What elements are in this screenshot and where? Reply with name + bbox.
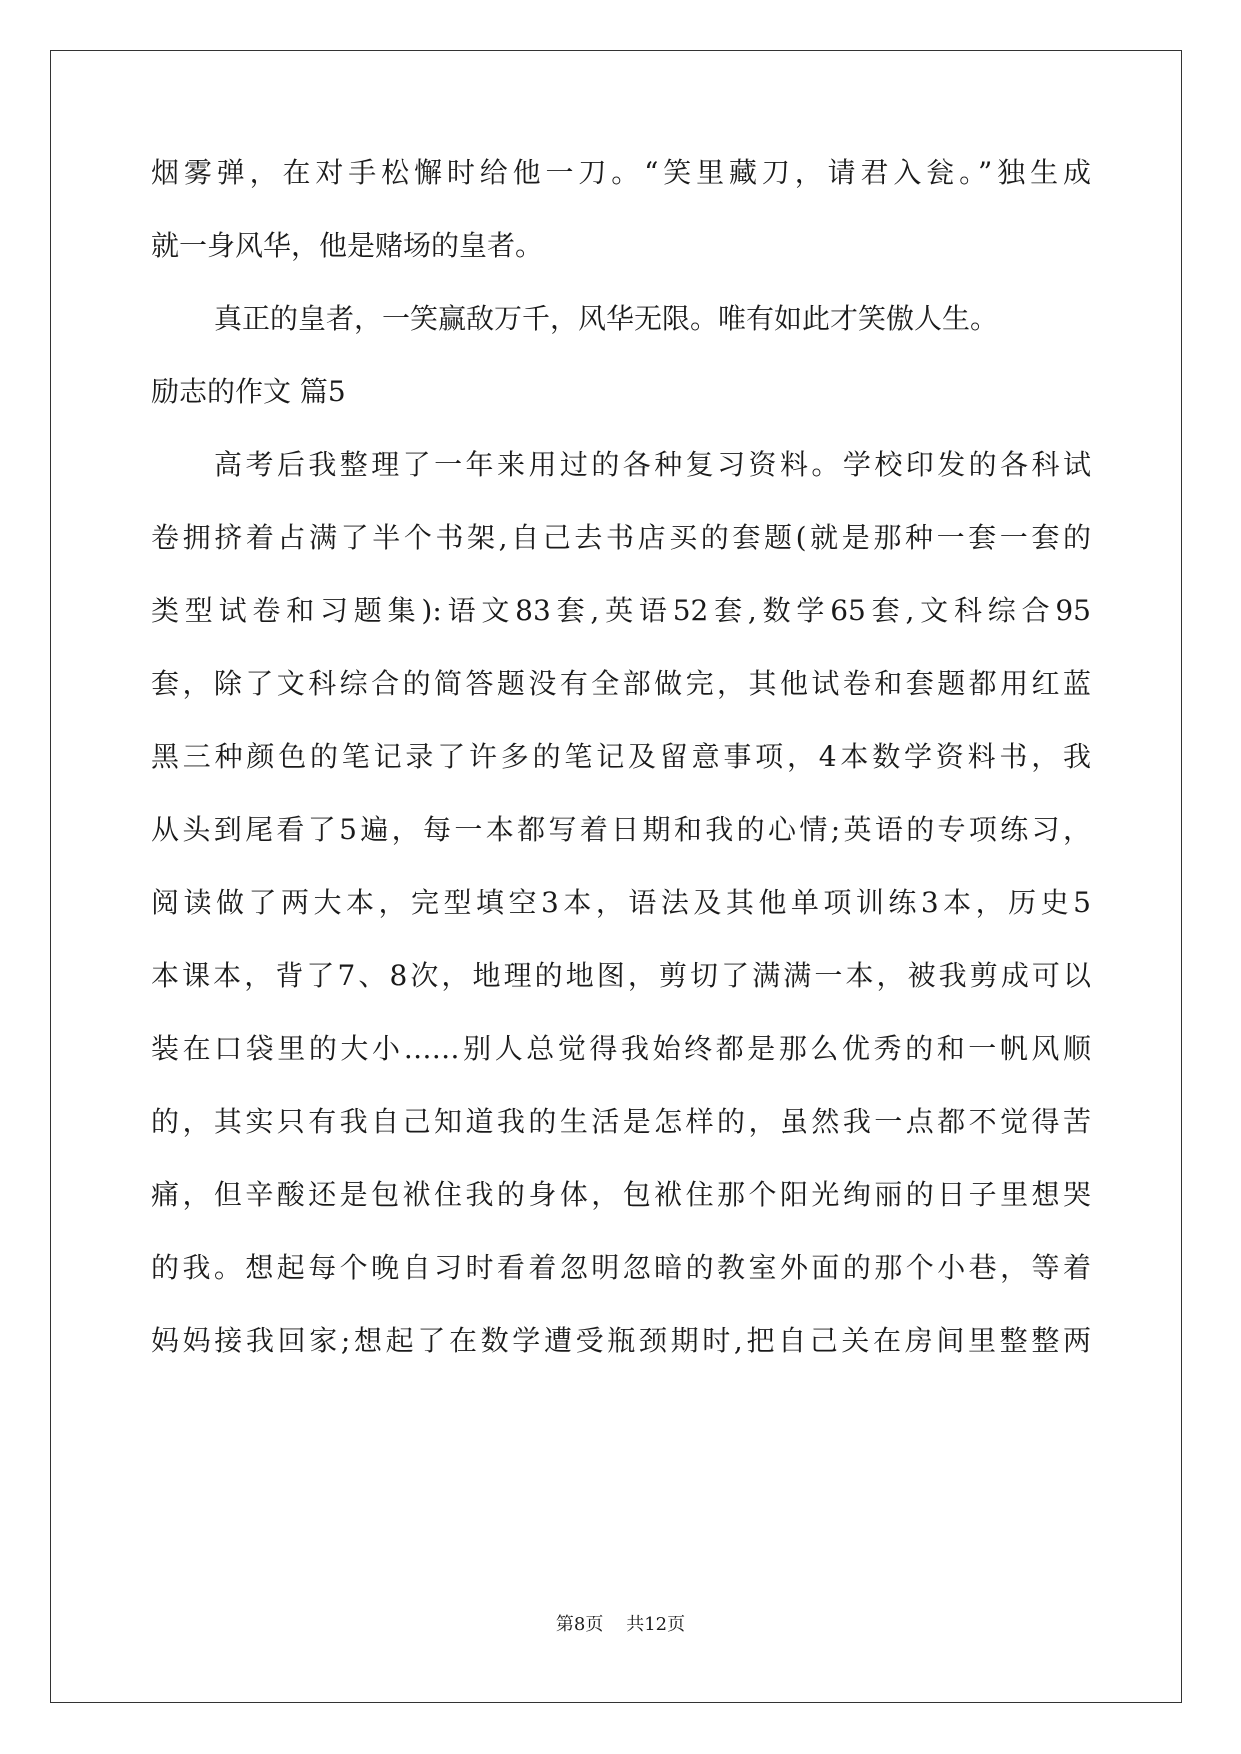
text-line: 本课本，背了7、8次，地理的地图，剪切了满满一本，被我剪成可以 [151, 959, 1091, 992]
text-line: 痛，但辛酸还是包袱住我的身体，包袱住那个阳光绚丽的日子里想哭 [151, 1178, 1091, 1211]
text-line: 类型试卷和习题集):语文83套,英语52套,数学65套,文科综合95 [151, 594, 1091, 627]
page-number: 第8页 [555, 1614, 604, 1635]
text-line: 阅读做了两大本，完型填空3本，语法及其他单项训练3本，历史5 [151, 886, 1091, 919]
text-line: 就一身风华，他是赌场的皇者。 [151, 229, 544, 262]
page-footer [0, 1613, 1241, 1637]
text-line: 的，其实只有我自己知道我的生活是怎样的，虽然我一点都不觉得苦 [151, 1105, 1091, 1138]
text-line: 真正的皇者，一笑赢敌万千，风华无限。唯有如此才笑傲人生。 [214, 302, 999, 335]
section-heading: 励志的作文 篇5 [151, 375, 346, 408]
text-line: 高考后我整理了一年来用过的各种复习资料。学校印发的各科试 [214, 448, 1091, 481]
text-line: 妈妈接我回家;想起了在数学遭受瓶颈期时,把自己关在房间里整整两 [151, 1324, 1091, 1357]
text-line: 套，除了文科综合的简答题没有全部做完，其他试卷和套题都用红蓝 [151, 667, 1091, 700]
text-line: 的我。想起每个晚自习时看着忽明忽暗的教室外面的那个小巷，等着 [151, 1251, 1091, 1284]
page-border [50, 50, 1182, 1703]
page-total: 共12页 [626, 1614, 686, 1635]
text-line: 从头到尾看了5遍，每一本都写着日期和我的心情;英语的专项练习， [151, 813, 1091, 846]
text-line: 烟雾弹，在对手松懈时给他一刀。“笑里藏刀，请君入瓮。”独生成 [151, 156, 1091, 189]
text-line: 装在口袋里的大小……别人总觉得我始终都是那么优秀的和一帆风顺 [151, 1032, 1091, 1065]
text-line: 卷拥挤着占满了半个书架,自己去书店买的套题(就是那种一套一套的 [151, 521, 1091, 554]
text-line: 黑三种颜色的笔记录了许多的笔记及留意事项，4本数学资料书，我 [151, 740, 1091, 773]
